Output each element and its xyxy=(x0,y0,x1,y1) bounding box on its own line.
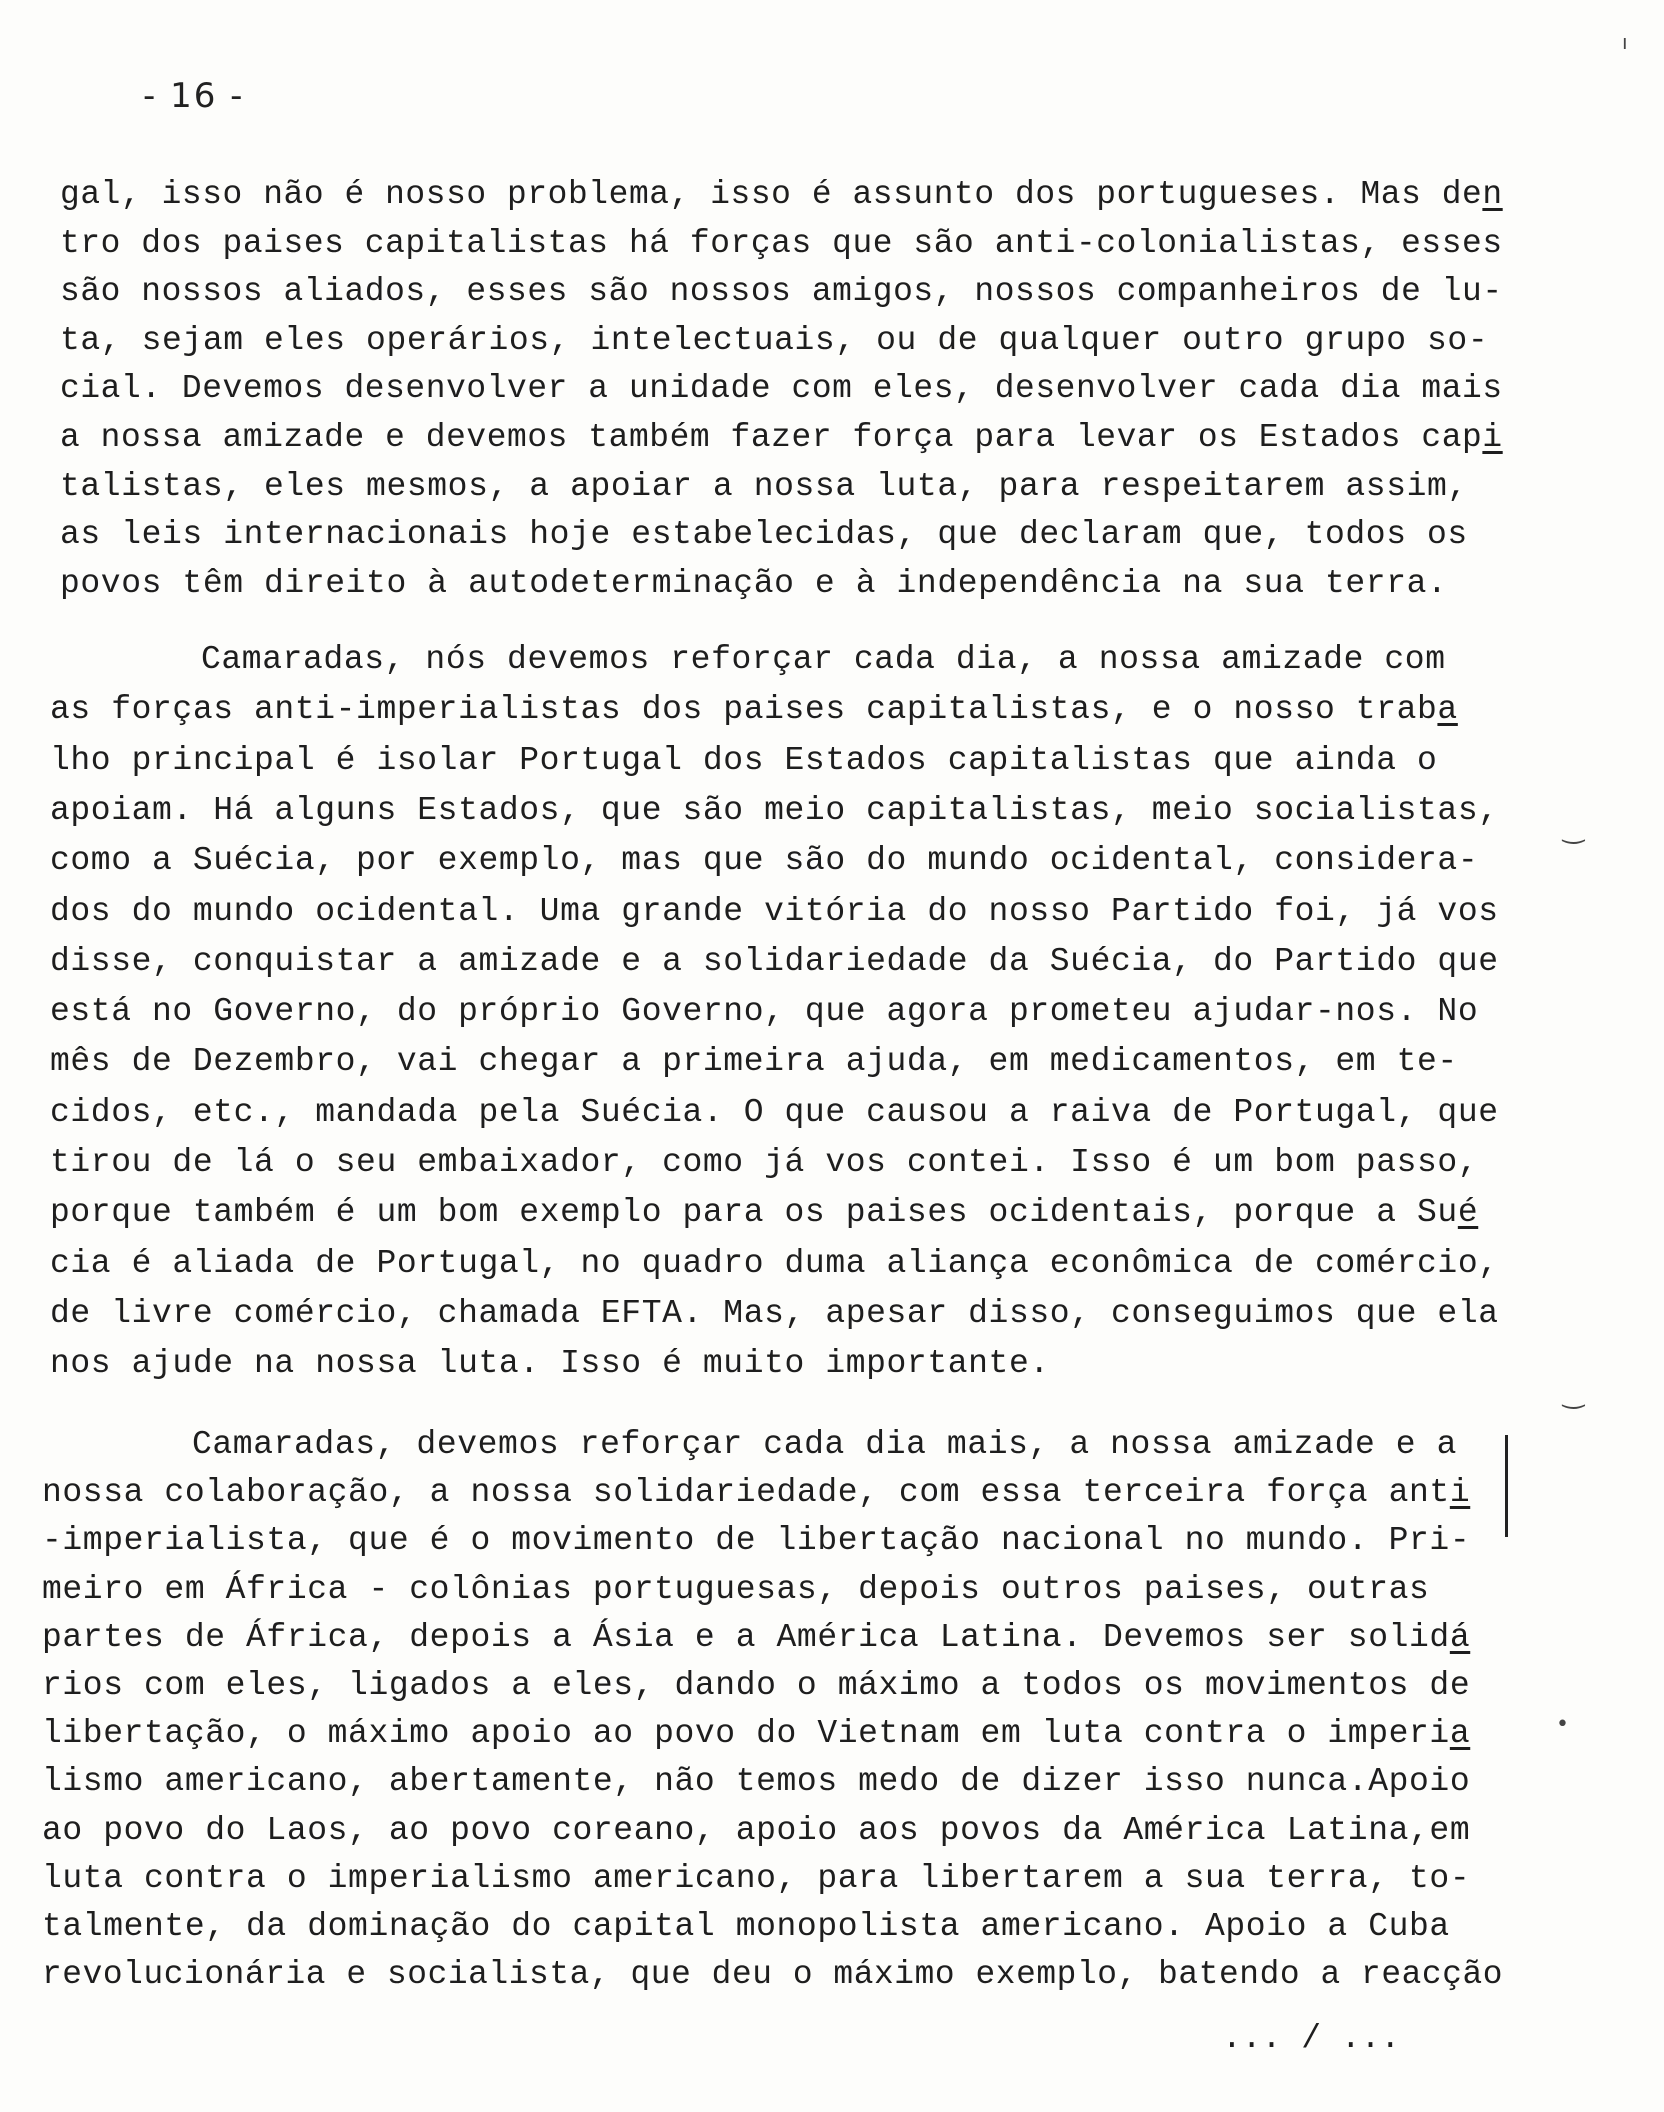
line-text: gal, isso não é nosso problema, isso é assunto dos portugueses. Mas de xyxy=(60,176,1483,213)
text-line xyxy=(42,1814,1470,1847)
text-line xyxy=(60,470,1468,503)
line-text: talistas, eles mesmos, a apoiar a nossa luta, para respeitarem assim, xyxy=(60,468,1468,505)
text-line xyxy=(42,1669,1470,1702)
margin-mark xyxy=(1505,1435,1508,1537)
line-text: como a Suécia, por exemplo, mas que são do mundo ocidental, considera- xyxy=(50,842,1479,879)
line-text: rios com eles, ligados a eles, dando o máximo a todos os movimentos de xyxy=(42,1667,1471,1704)
text-line xyxy=(60,518,1468,551)
underlined-letter: n xyxy=(1482,176,1503,213)
text-line xyxy=(60,227,1503,260)
line-text: porque também é um bom exemplo para os paises ocidentais, porque a Su xyxy=(50,1194,1458,1231)
continuation-mark: ... / ... xyxy=(1222,2020,1401,2057)
line-text: partes de África, depois a Ásia e a América Latina. Devemos ser solid xyxy=(42,1619,1450,1656)
text-line xyxy=(50,1247,1499,1280)
margin-tick: ‿ xyxy=(1563,815,1584,845)
text-line xyxy=(192,1428,1457,1461)
text-line xyxy=(50,895,1499,928)
line-text: as forças anti-imperialistas dos paises capitalistas, e o nosso trab xyxy=(50,691,1438,728)
text-line xyxy=(42,1910,1450,1943)
line-text: luta contra o imperialismo americano, para libertarem a sua terra, to- xyxy=(42,1860,1471,1897)
text-line xyxy=(60,421,1503,454)
text-line xyxy=(50,844,1478,877)
line-text: nossa colaboração, a nossa solidariedade, com essa terceira força ant xyxy=(42,1474,1450,1511)
text-line xyxy=(42,1621,1470,1654)
text-line xyxy=(50,794,1499,827)
line-text: revolucionária e socialista, que deu o máximo exemplo, batendo a reacção xyxy=(42,1956,1504,1993)
text-line xyxy=(42,1717,1470,1750)
text-line xyxy=(42,1958,1503,1991)
text-line xyxy=(60,275,1503,308)
line-text: ao povo do Laos, ao povo coreano, apoio aos povos da América Latina,em xyxy=(42,1812,1471,1849)
margin-tick: ı xyxy=(1622,30,1628,54)
text-line xyxy=(60,178,1503,211)
text-line xyxy=(60,372,1503,405)
text-line xyxy=(50,1347,1050,1380)
text-line xyxy=(42,1573,1429,1606)
line-text: tro dos paises capitalistas há forças que são anti-colonialistas, esses xyxy=(60,225,1503,262)
line-text: libertação, o máximo apoio ao povo do Vietnam em luta contra o imperi xyxy=(42,1715,1450,1752)
text-line xyxy=(42,1476,1470,1509)
text-line xyxy=(42,1862,1470,1895)
line-text: meiro em África - colônias portuguesas, depois outros paises, outras xyxy=(42,1571,1430,1608)
line-text: disse, conquistar a amizade e a solidariedade da Suécia, do Partido que xyxy=(50,943,1499,980)
underlined-letter: á xyxy=(1449,1619,1471,1656)
line-text: cidos, etc., mandada pela Suécia. O que causou a raiva de Portugal, que xyxy=(50,1094,1499,1131)
underlined-letter: a xyxy=(1437,691,1458,728)
line-text: cia é aliada de Portugal, no quadro duma aliança econômica de comércio, xyxy=(50,1245,1499,1282)
line-text: são nossos aliados, esses são nossos amigos, nossos companheiros de lu- xyxy=(60,273,1503,310)
line-text: dos do mundo ocidental. Uma grande vitória do nosso Partido foi, já vos xyxy=(50,893,1499,930)
text-line xyxy=(60,567,1447,600)
text-line xyxy=(50,744,1437,777)
underlined-letter: é xyxy=(1457,1194,1479,1231)
margin-tick: ‿ xyxy=(1563,1380,1584,1410)
underlined-letter: i xyxy=(1482,419,1503,456)
text-line xyxy=(42,1524,1470,1557)
line-text: lho principal é isolar Portugal dos Estados capitalistas que ainda o xyxy=(50,742,1438,779)
line-text: Camaradas, devemos reforçar cada dia mais, a nossa amizade e a xyxy=(192,1426,1457,1463)
text-line xyxy=(60,324,1488,357)
line-text: -imperialista, que é o movimento de libertação nacional no mundo. Pri- xyxy=(42,1522,1471,1559)
line-text: cial. Devemos desenvolver a unidade com eles, desenvolver cada dia mais xyxy=(60,370,1503,407)
margin-tick: • xyxy=(1556,1712,1569,1737)
line-text: de livre comércio, chamada EFTA. Mas, apesar disso, conseguimos que ela xyxy=(50,1295,1499,1332)
line-text: está no Governo, do próprio Governo, que agora prometeu ajudar-nos. No xyxy=(50,993,1479,1030)
text-line xyxy=(50,1146,1478,1179)
line-text: lismo americano, abertamente, não temos medo de dizer isso nunca.Apoio xyxy=(42,1763,1471,1800)
text-line xyxy=(50,1096,1499,1129)
text-line xyxy=(50,1045,1458,1078)
page-number: - 16 - xyxy=(143,76,245,116)
underlined-letter: a xyxy=(1449,1715,1471,1752)
line-text: as leis internacionais hoje estabelecidas, que declaram que, todos os xyxy=(60,516,1468,553)
line-text: talmente, da dominação do capital monopolista americano. Apoio a Cuba xyxy=(42,1908,1450,1945)
line-text: tirou de lá o seu embaixador, como já vos contei. Isso é um bom passo, xyxy=(50,1144,1479,1181)
line-text: mês de Dezembro, vai chegar a primeira ajuda, em medicamentos, em te- xyxy=(50,1043,1458,1080)
text-line xyxy=(42,1765,1470,1798)
text-line xyxy=(50,1196,1478,1229)
line-text: ta, sejam eles operários, intelectuais, ou de qualquer outro grupo so- xyxy=(60,322,1489,359)
text-line xyxy=(50,1297,1499,1330)
line-text: nos ajude na nossa luta. Isso é muito importante. xyxy=(50,1345,1050,1382)
text-line xyxy=(50,945,1499,978)
line-text: apoiam. Há alguns Estados, que são meio capitalistas, meio socialistas, xyxy=(50,792,1499,829)
line-text: a nossa amizade e devemos também fazer força para levar os Estados cap xyxy=(60,419,1483,456)
underlined-letter: i xyxy=(1449,1474,1471,1511)
text-line xyxy=(50,995,1478,1028)
line-text: Camaradas, nós devemos reforçar cada dia, a nossa amizade com xyxy=(201,641,1446,678)
text-line xyxy=(50,693,1458,726)
text-line xyxy=(201,643,1446,676)
line-text: povos têm direito à autodeterminação e à independência na sua terra. xyxy=(60,565,1448,602)
